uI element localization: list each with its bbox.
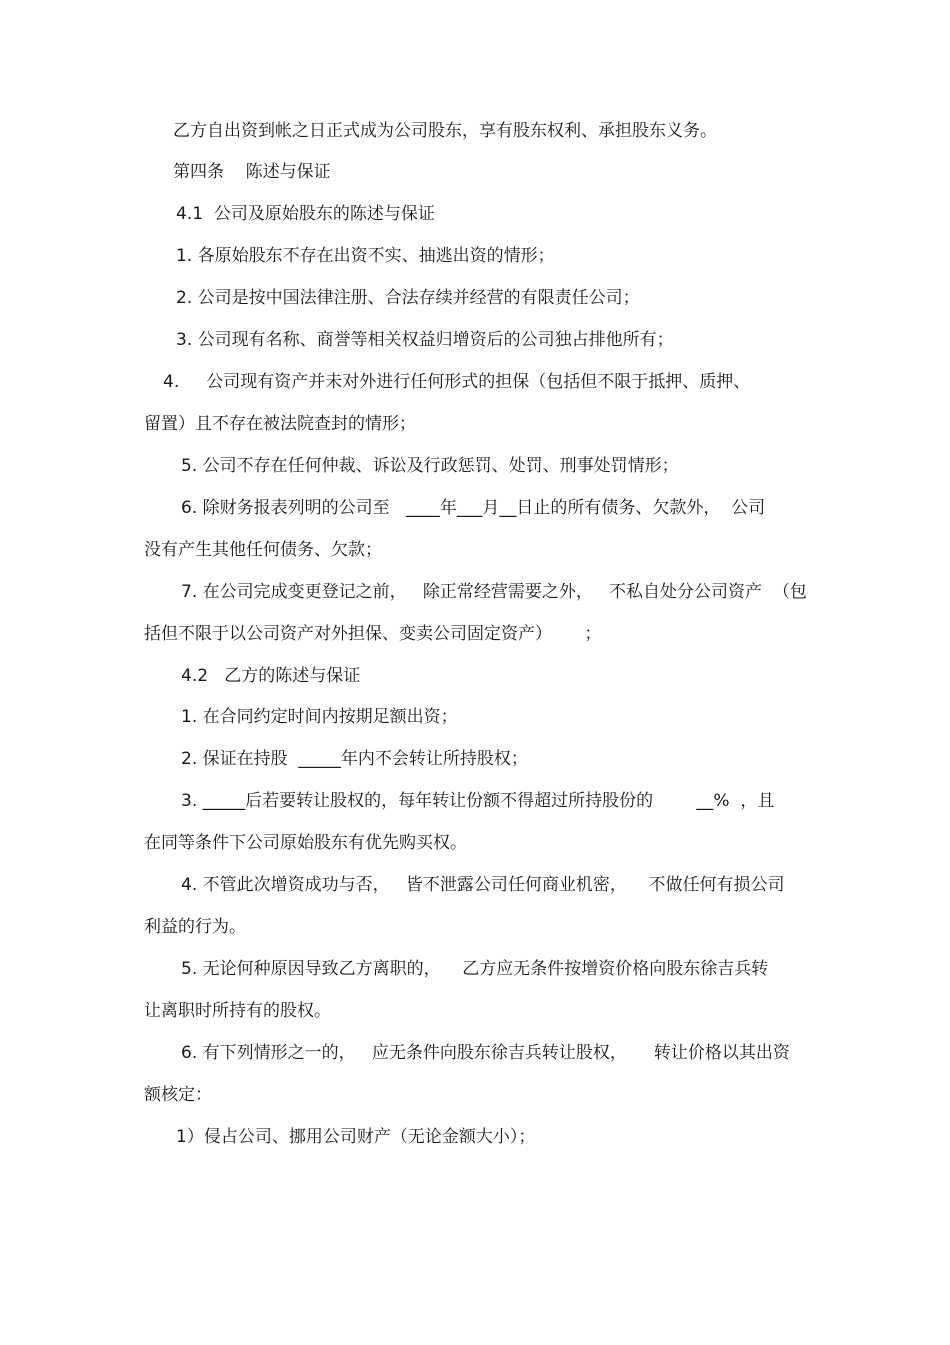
text-line-4: 1. 各原始股东不存在出资不实、抽逃出资的情形； xyxy=(176,246,555,266)
text-line-25: 1）侵占公司、挪用公司财产（无论金额大小）； xyxy=(176,1127,536,1147)
text-line-19: 4. 不管此次增资成功与否， 皆不泄露公司任何商业机密， 不做任何有损公司 xyxy=(181,875,785,895)
text-line-9: 5. 公司不存在任何仲裁、诉讼及行政惩罚、处罚、刑事处罚情形； xyxy=(181,456,679,476)
text-line-22: 让离职时所持有的股权。 xyxy=(144,1001,331,1021)
text-line-1: 乙方自出资到帐之日正式成为公司股东，享有股东权利、承担股东义务。 xyxy=(173,121,717,141)
text-line-18: 在同等条件下公司原始股东有优先购买权。 xyxy=(144,833,467,853)
text-line-12: 7. 在公司完成变更登记之前， 除正常经营需要之外， 不私自处分公司资产 （包 xyxy=(181,582,807,602)
text-line-23: 6. 有下列情形之一的， 应无条件向股东徐吉兵转让股权， 转让价格以其出资 xyxy=(181,1043,790,1063)
text-line-13: 括但不限于以公司资产对外担保、变卖公司固定资产） ； xyxy=(144,624,602,644)
text-line-20: 利益的行为。 xyxy=(144,917,246,937)
text-line-5: 2. 公司是按中国法律注册、合法存续并经营的有限责任公司； xyxy=(176,288,640,308)
section-heading: 第四条 陈述与保证 xyxy=(173,162,331,182)
text-line-10: 6. 除财务报表列明的公司至 ____年___月__日止的所有债务、欠款外， 公司 xyxy=(181,498,766,518)
text-line-6: 3. 公司现有名称、商誉等相关权益归增资后的公司独占排他所有； xyxy=(176,330,674,350)
text-line-24: 额核定： xyxy=(144,1085,212,1105)
text-line-21: 5. 无论何种原因导致乙方离职的， 乙方应无条件按增资价格向股东徐吉兵转 xyxy=(181,959,769,979)
text-line-16: 2. 保证在持股 _____年内不会转让所持股权； xyxy=(181,749,528,769)
text-line-7: 4. 公司现有资产并未对外进行任何形式的担保（包括但不限于抵押、质押、 xyxy=(163,372,751,392)
text-line-11: 没有产生其他任何债务、欠款； xyxy=(144,540,382,560)
subsection-heading-4-1: 4.1 公司及原始股东的陈述与保证 xyxy=(176,204,435,224)
subsection-heading-4-2: 4.2 乙方的陈述与保证 xyxy=(181,666,361,686)
text-line-15: 1. 在合同约定时间内按期足额出资； xyxy=(181,707,458,727)
text-line-17: 3. _____后若要转让股权的，每年转让份额不得超过所持股份的 __% ，且 xyxy=(181,791,775,811)
text-line-8: 留置）且不存在被法院查封的情形； xyxy=(144,414,416,434)
